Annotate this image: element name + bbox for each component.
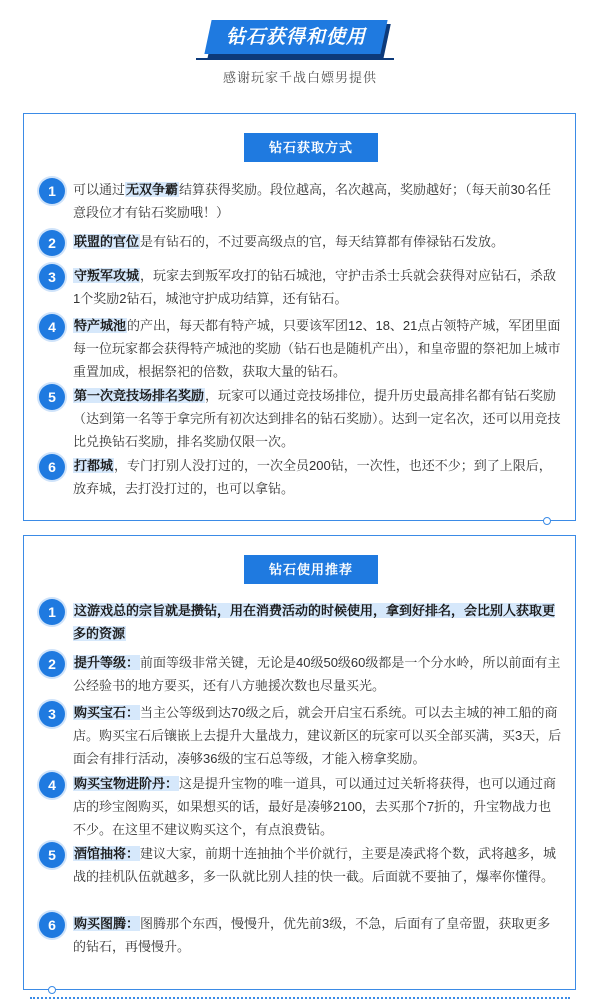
bottom-divider (30, 997, 570, 999)
highlight-text: 守叛军攻城 (74, 268, 140, 283)
highlight-text: 购买宝物进阶丹： (74, 776, 179, 791)
item-text: 购买图腾：图腾那个东西，慢慢升，优先前3级，不急，后面有了皇帝盟，获取更多的钻石，再慢慢升。 (73, 916, 551, 954)
highlight-text: 打都城 (74, 458, 114, 473)
page-title: 钻石获得和使用 (225, 26, 366, 48)
item-text: 打都城，专门打别人没打过的，一次全员200钻，一次性，也还不少；到了上限后，放弃城，去打没打过的，也可以拿钻。 (73, 458, 552, 496)
section-diamond-usage (23, 535, 576, 990)
item-text: 第一次竞技场排名奖励，玩家可以通过竞技场排位，提升历史最高排名都有钻石奖励（达到第一名等于拿完所有初次达到排名的钻石奖励）。达到一定名次，还可以用竞技比兑换钻石奖励，排名奖励仅限一次。 (73, 388, 561, 449)
highlight-text: 无双争霸 (126, 182, 179, 197)
item-text: 购买宝石：当主公等级到达70级之后，就会开启宝石系统。可以去主城的神工船的商店。购买宝石后镶嵌上去提升大量战力，建议新区的玩家可以买全部买满，买3天，后面会有排行活动，凑够36级的宝石总等级，才能入榜拿奖励。 (73, 705, 562, 766)
highlight-text: 第一次竞技场排名奖励 (74, 388, 205, 403)
item-text: 提升等级：前面等级非常关键，无论是40级50级60级都是一个分水岭，所以前面有主公经验书的地方要买，还有八方驰援次数也尽量买光。 (73, 655, 561, 693)
item-text: 守叛军攻城，玩家去到叛军攻打的钻石城池，守护击杀士兵就会获得对应钻石，杀敌1个奖励2钻石，城池守护成功结算，还有钻石。 (73, 268, 557, 306)
highlight-text: 联盟的官位 (74, 234, 140, 249)
number-badge: 4 (39, 772, 65, 798)
section-diamond-sources (23, 113, 576, 521)
highlight-text: 酒馆抽将： (74, 846, 140, 861)
item-text: 联盟的官位是有钻石的，不过要高级点的官，每天结算都有俸禄钻石发放。 (74, 234, 505, 249)
number-badge: 1 (39, 178, 65, 204)
section-title: 钻石获取方式 (244, 133, 378, 162)
highlight-text: 购买宝石： (74, 705, 140, 720)
number-badge: 5 (39, 384, 65, 410)
highlight-text: 提升等级： (74, 655, 140, 670)
number-badge: 4 (39, 314, 65, 340)
corner-dot (543, 517, 551, 525)
item-text: 购买宝物进阶丹：这是提升宝物的唯一道具，可以通过过关斩将获得，也可以通过商店的珍宝阁购买，如果想买的话，最好是凑够2100，去买那个7折的，升宝物战力也不少。在这里不建议购买这个，有点浪费钻。 (73, 776, 557, 837)
item-text (73, 599, 563, 645)
page-subtitle: 感谢玩家千战白嫖男提供 (222, 70, 377, 85)
number-badge: 6 (39, 454, 65, 480)
number-badge: 1 (39, 599, 65, 625)
highlight-text: 购买图腾： (74, 916, 140, 931)
highlight-text: 特产城池 (74, 318, 127, 333)
number-badge: 6 (39, 912, 65, 938)
number-badge: 3 (39, 264, 65, 290)
section-title: 钻石使用推荐 (244, 555, 378, 584)
item-text: 可以通过无双争霸结算获得奖励。段位越高，名次越高，奖励越好；（每天前30名任意段位才有钻石奖励哦！） (73, 182, 551, 220)
item-text: 特产城池的产出，每天都有特产城，只要该军团12、18、21点占领特产城，军团里面每一位玩家都会获得特产城池的奖励（钻石也是随机产出），和皇帝盟的祭祀加上城市重置加成，根据祭祀的倍数，获取大量的钻石。 (73, 318, 561, 379)
corner-dot (48, 986, 56, 994)
number-badge: 2 (39, 651, 65, 677)
number-badge: 2 (39, 230, 65, 256)
highlight-text: 这游戏总的宗旨就是攒钻，用在消费活动的时候使用，拿到好排名，会比别人获取更多的资源 (73, 603, 556, 641)
number-badge: 5 (39, 842, 65, 868)
number-badge: 3 (39, 701, 65, 727)
title-underline (196, 58, 394, 60)
item-text: 酒馆抽将：建议大家，前期十连抽抽个半价就行，主要是凑武将个数，武将越多，城战的挂机队伍就越多，多一队就比别人挂的快一截。后面就不要抽了，爆率你懂得。 (73, 846, 557, 884)
